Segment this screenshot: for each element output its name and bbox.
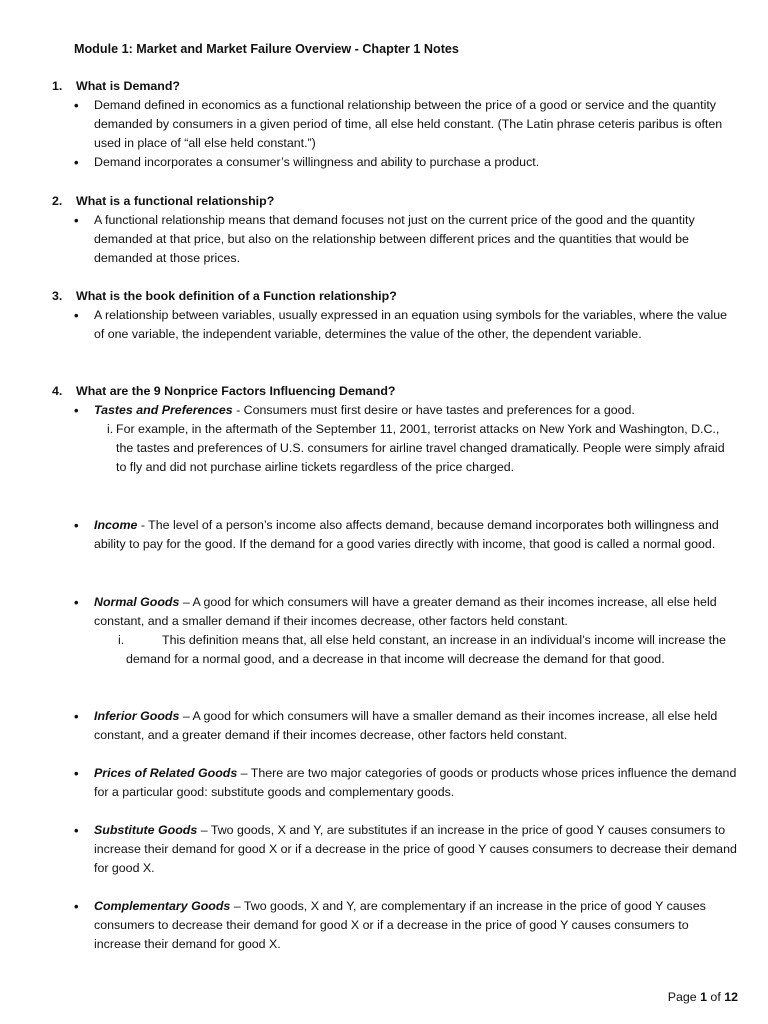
factor-inferior-goods <box>52 707 738 745</box>
bullet-item-tastes <box>52 401 738 420</box>
question-text: What is a functional relationship? <box>76 194 275 208</box>
document-title: Module 1: Market and Market Failure Overview - Chapter 1 Notes <box>74 42 459 56</box>
bullet-text: A functional relationship means that demand focuses not just on the current price of the good and the quantity demanded at that price, but also on the relationship between different prices and the quantities that would be demanded at those prices. <box>94 213 695 265</box>
question-number: 2. <box>52 194 63 208</box>
bullet-icon: • <box>74 308 79 323</box>
section-functional-relationship <box>52 192 738 268</box>
sub-item <box>52 420 738 477</box>
factor-income <box>52 516 738 554</box>
section-book-definition <box>52 287 738 344</box>
bullet-text: A relationship between variables, usually expressed in an equation using symbols for the variables, where the value of one variable, the independent variable, determines the value of the other, the dependent variable. <box>94 308 727 341</box>
bullet-icon: • <box>74 403 79 418</box>
bullet-item-complementary-goods <box>52 897 738 954</box>
bullet-item <box>52 211 738 268</box>
bullet-item-income <box>52 516 738 554</box>
bullet-icon: • <box>74 213 79 228</box>
bullet-icon: • <box>74 155 79 170</box>
bullet-text: – Two goods, X and Y, are substitutes if an increase in the price of good Y causes consumers to increase their demand for good X or if a decrease in the price of good Y causes consumers to decrease their demand for good X. <box>94 823 737 875</box>
bullet-icon: • <box>74 98 79 113</box>
term-label: Prices of Related Goods <box>94 766 238 780</box>
bullet-item-related-goods <box>52 764 738 802</box>
sub-item-text: For example, in the aftermath of the September 11, 2001, terrorist attacks on New York and Washington, D.C., the tastes and preferences of U.S. consumers for airline travel changed dramatically. People were simply afraid to fly and did not purchase airline tickets regardless of the price charged. <box>116 422 725 474</box>
term-label: Inferior Goods <box>94 709 180 723</box>
bullet-text: Demand incorporates a consumer’s willingness and ability to purchase a product. <box>94 155 540 169</box>
section-nonprice-factors <box>52 382 738 477</box>
bullet-icon: • <box>74 709 79 724</box>
question-heading <box>52 77 738 96</box>
question-number: 1. <box>52 79 63 93</box>
question-heading <box>52 287 738 306</box>
question-number: 4. <box>52 384 63 398</box>
bullet-icon: • <box>74 823 79 838</box>
term-label: Tastes and Preferences <box>94 403 233 417</box>
bullet-item <box>52 96 738 153</box>
total-pages: 12 <box>724 990 738 1004</box>
question-heading <box>52 192 738 211</box>
bullet-text: Demand defined in economics as a functional relationship between the price of a good or service and the quantity demanded by consumers in a given period of time, all else held constant. (The Latin phrase ceteris paribus is often used in place of “all else held constant.”) <box>94 98 723 150</box>
factor-related-goods <box>52 764 738 802</box>
bullet-icon: • <box>74 899 79 914</box>
bullet-icon: • <box>74 595 79 610</box>
bullet-text: – Two goods, X and Y, are complementary if an increase in the price of good Y causes consumers to decrease their demand for good X or if a decrease in the price of good Y causes consumers to increase their demand for good X. <box>94 899 706 951</box>
bullet-text: – There are two major categories of goods or products whose prices influence the demand for a particular good: substitute goods and complementary goods. <box>94 766 737 799</box>
question-text: What is the book definition of a Function relationship? <box>76 289 397 303</box>
term-label: Income <box>94 518 138 532</box>
question-number: 3. <box>52 289 63 303</box>
bullet-icon: • <box>74 766 79 781</box>
sub-item-text: This definition means that, all else held constant, an increase in an individual’s income will increase the demand for a normal good, and a decrease in that income will decrease the demand for that good. <box>126 633 726 666</box>
roman-numeral: i. <box>118 633 125 647</box>
term-label: Normal Goods <box>94 595 180 609</box>
factor-substitute-goods <box>52 821 738 878</box>
question-text: What are the 9 Nonprice Factors Influencing Demand? <box>76 384 396 398</box>
term-label: Complementary Goods <box>94 899 231 913</box>
page-word: Page <box>667 990 701 1004</box>
bullet-item <box>52 153 738 172</box>
of-word: of <box>706 990 725 1004</box>
current-page: 1 <box>700 990 707 1004</box>
bullet-text: – A good for which consumers will have a smaller demand as their incomes increase, all else held constant, and a greater demand if their incomes decrease, other factors held constant. <box>94 709 718 742</box>
term-label: Substitute Goods <box>94 823 198 837</box>
bullet-icon: • <box>74 518 79 533</box>
question-heading <box>52 382 738 401</box>
bullet-item-inferior-goods <box>52 707 738 745</box>
section-what-is-demand <box>52 77 738 172</box>
page-number-footer <box>668 988 738 1007</box>
bullet-text: - The level of a person’s income also affects demand, because demand incorporates both willingness and ability to pay for the good. If the demand for a good varies directly with income, that good is called a normal good. <box>94 518 719 551</box>
question-text: What is Demand? <box>76 79 180 93</box>
bullet-item <box>52 306 738 344</box>
bullet-text: - Consumers must first desire or have tastes and preferences for a good. <box>232 403 635 417</box>
bullet-text: – A good for which consumers will have a greater demand as their incomes increase, all else held constant, and a smaller demand if their incomes decrease, other factors held constant. <box>94 595 717 628</box>
factor-complementary-goods <box>52 897 738 954</box>
bullet-item-substitute-goods <box>52 821 738 878</box>
bullet-item-normal-goods <box>52 593 738 631</box>
factor-normal-goods <box>52 593 738 669</box>
roman-numeral: i. <box>107 422 114 436</box>
sub-item <box>52 631 738 669</box>
